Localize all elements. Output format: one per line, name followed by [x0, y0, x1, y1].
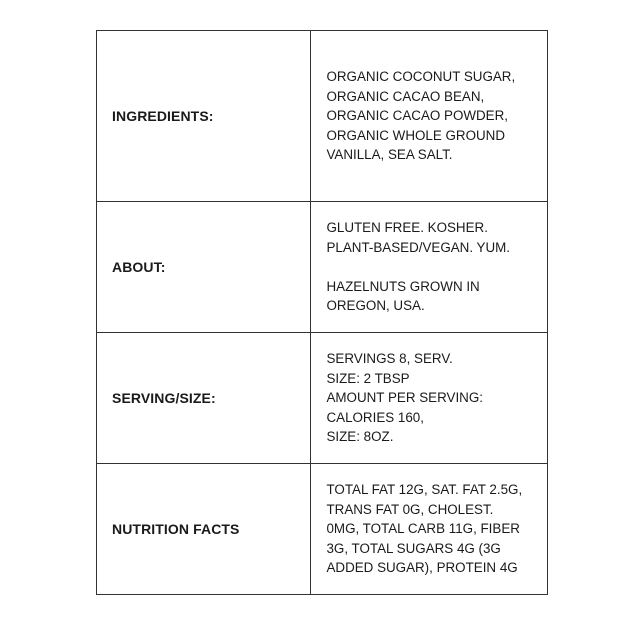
serving-size-line: SIZE: 2 TBSP	[326, 370, 410, 386]
nutrition-facts-label: NUTRITION FACTS	[97, 464, 311, 595]
ingredients-label: INGREDIENTS:	[97, 31, 311, 202]
serving-size-line: AMOUNT PER SERVING:	[326, 390, 483, 406]
ingredients-line: VANILLA, SEA SALT.	[326, 147, 453, 163]
about-spacer	[326, 257, 537, 277]
about-value	[311, 202, 548, 333]
ingredients-row	[97, 31, 548, 202]
about-line: PLANT-BASED/VEGAN. YUM.	[326, 239, 511, 255]
nutrition-facts-line: TRANS FAT 0G, CHOLEST.	[326, 501, 494, 517]
about-label: ABOUT:	[97, 202, 311, 333]
ingredients-value	[311, 31, 548, 202]
serving-size-value	[311, 333, 548, 464]
about-line: HAZELNUTS GROWN IN	[326, 278, 480, 294]
serving-size-row	[97, 333, 548, 464]
serving-size-line: SIZE: 8OZ.	[326, 429, 394, 445]
nutrition-facts-row	[97, 464, 548, 595]
ingredients-line: ORGANIC WHOLE GROUND	[326, 127, 506, 143]
ingredients-line: ORGANIC CACAO BEAN,	[326, 88, 485, 104]
about-line: OREGON, USA.	[326, 298, 425, 314]
ingredients-line: ORGANIC COCONUT SUGAR,	[326, 69, 516, 85]
nutrition-facts-line: 3G, TOTAL SUGARS 4G (3G	[326, 540, 501, 556]
product-info-table	[96, 30, 548, 595]
nutrition-facts-line: TOTAL FAT 12G, SAT. FAT 2.5G,	[326, 482, 523, 498]
nutrition-facts-value	[311, 464, 548, 595]
nutrition-facts-line: ADDED SUGAR), PROTEIN 4G	[326, 560, 518, 576]
serving-size-line: SERVINGS 8, SERV.	[326, 351, 453, 367]
about-line: GLUTEN FREE. KOSHER.	[326, 220, 488, 236]
ingredients-line: ORGANIC CACAO POWDER,	[326, 108, 509, 124]
about-row	[97, 202, 548, 333]
serving-size-line: CALORIES 160,	[326, 409, 424, 425]
serving-size-label: SERVING/SIZE:	[97, 333, 311, 464]
nutrition-facts-line: 0MG, TOTAL CARB 11G, FIBER	[326, 521, 520, 537]
